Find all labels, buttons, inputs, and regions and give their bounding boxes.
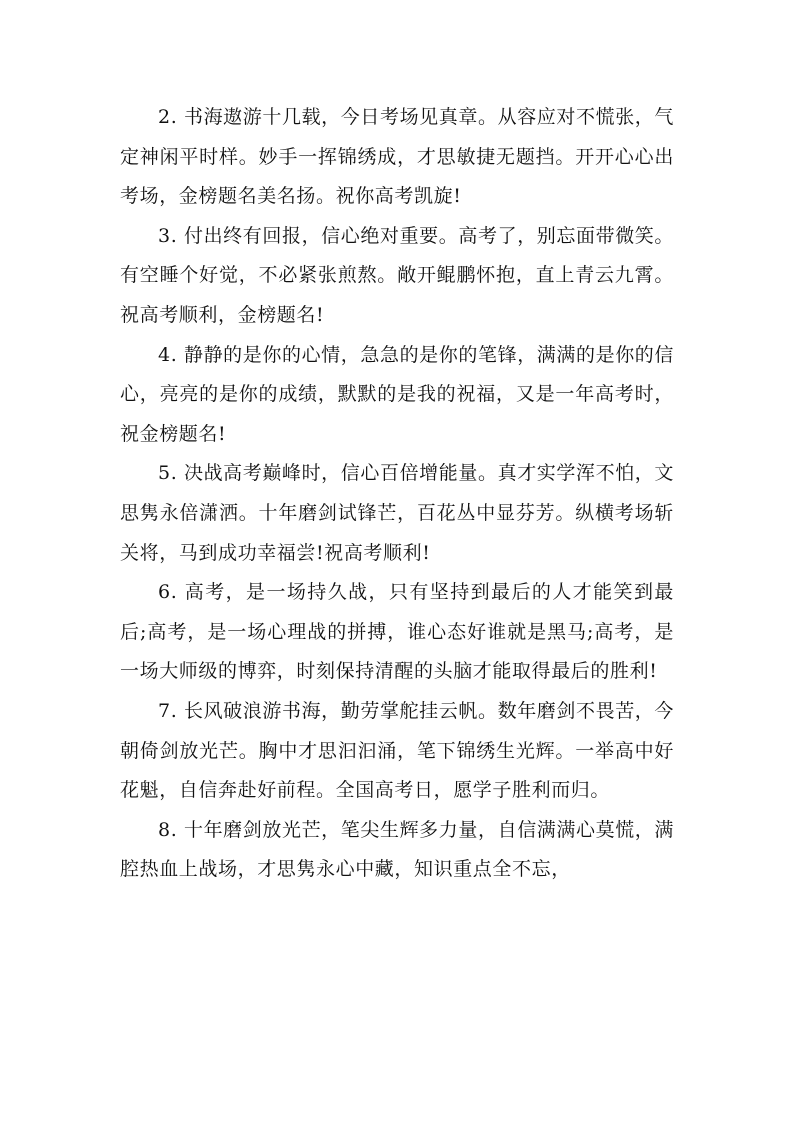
paragraph-4: 4. 静静的是你的心情，急急的是你的笔锋，满满的是你的信心，亮亮的是你的成绩，默默的是我的祝福，又是一年高考时，祝金榜题名! [120,343,674,445]
paragraph-7: 7. 长风破浪游书海，勤劳掌舵挂云帆。数年磨剑不畏苦，今朝倚剑放光芒。胸中才思汩汩涌，笔下锦绣生光辉。一举高中好花魁，自信奔赴好前程。全国高考日，愿学子胜利而归。 [120,699,674,802]
paragraph-8: 8. 十年磨剑放光芒，笔尖生辉多力量，自信满满心莫慌，满腔热血上战场，才思隽永心中藏，知识重点全不忘， [120,818,674,881]
paragraph-5: 5. 决战高考巅峰时，信心百倍增能量。真才实学浑不怕，文思隽永倍潇洒。十年磨剑试锋芒，百花丛中显芬芳。纵横考场斩关将，马到成功幸福尝!祝高考顺利! [120,462,674,564]
paragraph-2: 2. 书海遨游十几载，今日考场见真章。从容应对不慌张，气定神闲平时样。妙手一挥锦绣成，才思敏捷无题挡。开开心心出考场，金榜题名美名扬。祝你高考凯旋! [120,106,674,208]
paragraph-6: 6. 高考，是一场持久战，只有坚持到最后的人才能笑到最后;高考，是一场心理战的拼搏，谁心态好谁就是黑马;高考，是一场大师级的博弈，时刻保持清醒的头脑才能取得最后的胜利! [120,581,674,683]
paragraph-3: 3. 付出终有回报，信心绝对重要。高考了，别忘面带微笑。有空睡个好觉，不必紧张煎熬。敞开鲲鹏怀抱，直上青云九霄。祝高考顺利，金榜题名! [120,224,674,326]
